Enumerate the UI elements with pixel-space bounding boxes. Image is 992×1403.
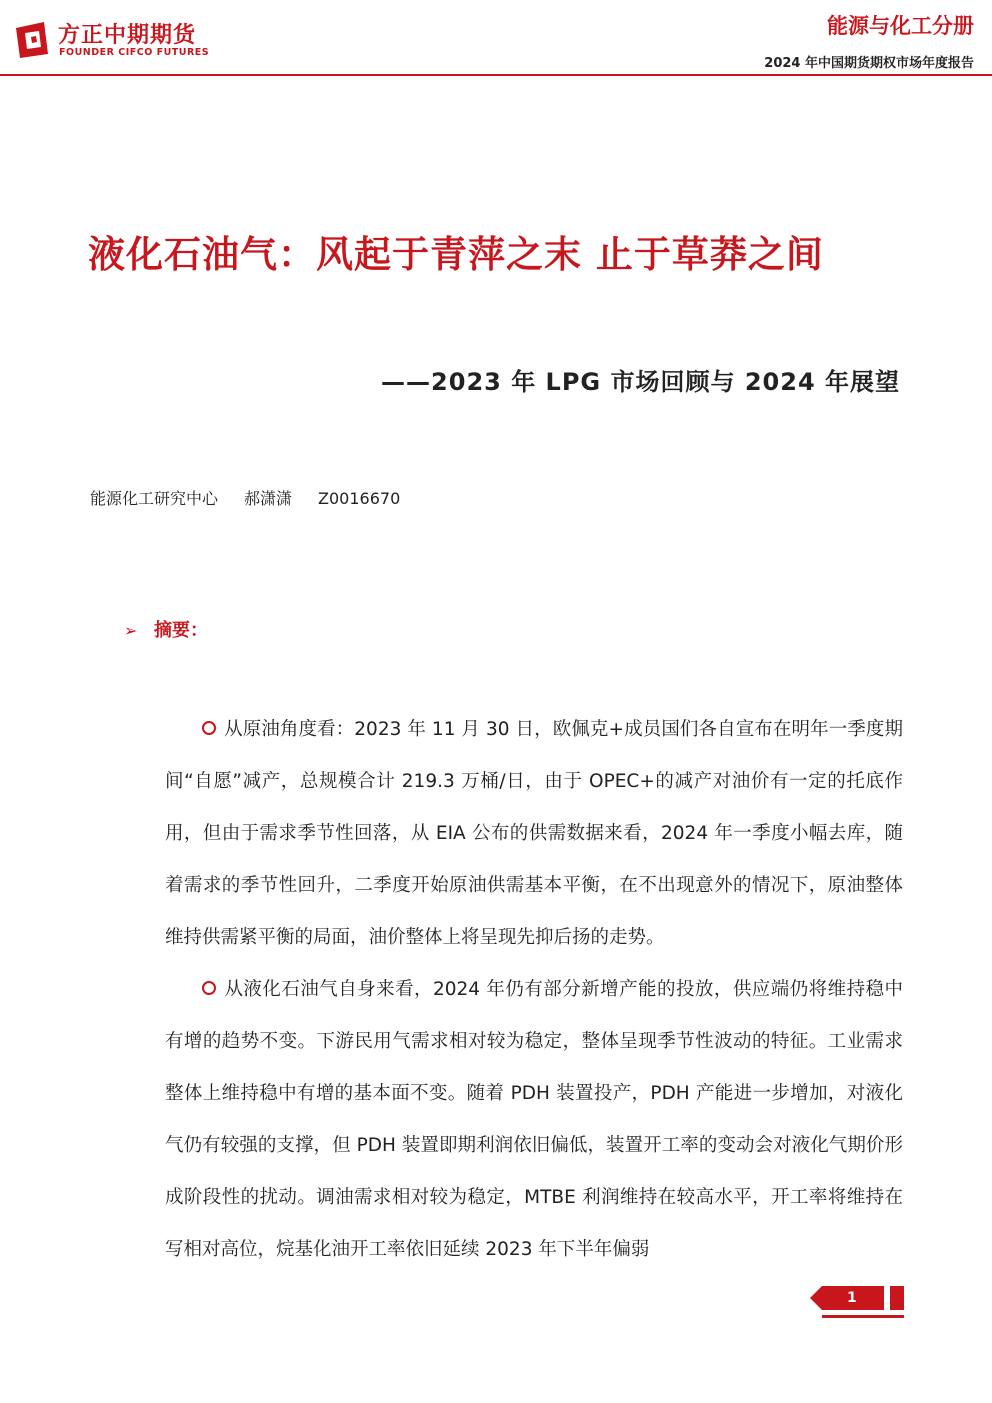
abstract-heading [124,616,208,642]
header-info [764,12,974,71]
page-number-badge [810,1284,904,1320]
abstract-paragraph: 从液化石油气自身来看，2024 年仍有部分新增产能的投放，供应端仍将维持稳中有增的趋势不变。下游民用气需求相对较为稳定，整体呈现季节性波动的特征。工业需求整体上维持稳中有增的基本面不变。随着 PDH 装置投产，PDH 产能进一步增加，对液化气仍有较强的支撑，但 PDH 装置即期利润依旧偏低，装置开工率的变动会对液化气期价形成阶段性的扰动。调油需求相对较为稳定，MTBE 利润维持在较高水平，开工率将维持在写相对高位，烷基化油开工率依旧延续 2023 年下半年偏弱 [165,979,903,1260]
report-title: 2024 年中国期货期权市场年度报告 [764,56,974,71]
document-title: 液化石油气：风起于青萍之末 止于草莽之间 [88,233,824,276]
arrow-bullet-icon: ➢ [124,621,138,640]
page-badge-shape-icon [810,1284,904,1320]
circle-bullet-icon [202,721,216,735]
document-subtitle: ——2023 年 LPG 市场回顾与 2024 年展望 [381,368,900,396]
logo-english-name: FOUNDER CIFCO FUTURES [59,47,210,58]
section-title: 能源与化工分册 [827,14,974,38]
author-license: Z0016670 [318,489,401,508]
company-logo [12,18,212,62]
abstract-heading-text: 摘要： [154,620,208,641]
logo-mark-icon [12,20,52,60]
header-divider [0,74,992,76]
author-department: 能源化工研究中心 [90,489,219,508]
author-line [90,486,426,509]
abstract-paragraph: 从原油角度看：2023 年 11 月 30 日，欧佩克+成员国们各自宣布在明年一季度期间“自愿”减产，总规模合计 219.3 万桶/日，由于 OPEC+的减产对油价有一定的托底作用，但由于需求季节性回落，从 EIA 公布的供需数据来看，2024 年一季度小幅去库，随着需求的季节性回升，二季度开始原油供需基本平衡，在不出现意外的情况下，原油整体维持供需紧平衡的局面，油价整体上将呈现先抑后扬的走势。 [165,719,903,948]
logo-chinese-name: 方正中期期货 [58,23,197,48]
circle-bullet-icon [202,981,216,995]
author-name: 郝潇潇 [244,489,293,508]
page-number: 1 [847,1290,857,1306]
